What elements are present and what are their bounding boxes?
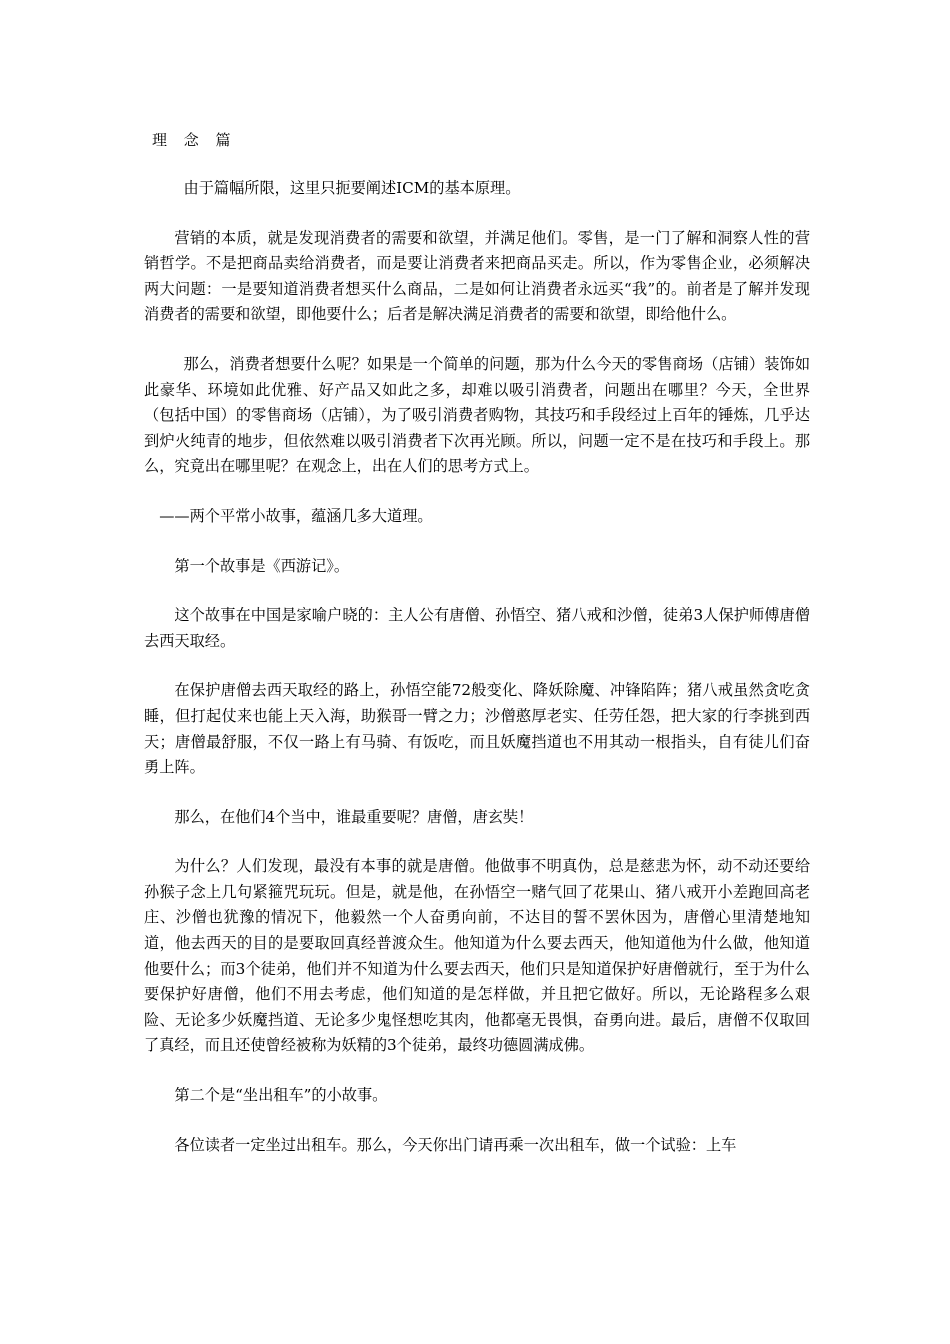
paragraph-marketing-essence: 营销的本质，就是发现消费者的需要和欲望，并满足他们。零售，是一门了解和洞察人性的营销哲学。不是把商品卖给消费者，而是要让消费者来把商品买走。所以，作为零售企业，必须解决两大问题：一是要知道消费者想买什么商品，二是如何让消费者永远买“我”的。前者是了解并发现消费者的需要和欲望，即他要什么；后者是解决满足消费者的需要和欲望，即给他什么。 — [144, 228, 810, 324]
paragraph-second-story: 第二个是“坐出租车”的小故事。 — [174, 1086, 388, 1105]
paragraph-two-stories: ——两个平常小故事，蕴涵几多大道理。 — [159, 506, 433, 525]
paragraph-most-important: 那么，在他们4个当中，谁最重要呢？唐僧，唐玄奘！ — [174, 807, 534, 826]
paragraph-intro: 由于篇幅所限，这里只扼要阐述ICM的基本原理。 — [183, 179, 521, 197]
paragraph-taxi: 各位读者一定坐过出租车。那么，今天你出门请再乘一次出租车，做一个试验：上车 — [174, 1135, 737, 1154]
paragraph-consumer-wants: 那么，消费者想要什么呢？如果是一个简单的问题，那为什么今天的零售商场（店铺）装饰如此豪华、环境如此优雅、好产品又如此之多，却难以吸引消费者，问题出在哪里？今天，全世界（包括中国）的零售商场（店铺），为了吸引消费者购物，其技巧和手段经过上百年的锤炼，几乎达到炉火纯青的地步，但依然难以吸引消费者下次再光顾。所以，问题一定不是在技巧和手段上。那么，究竟出在哪里呢？在观念上，出在人们的思考方式上。 — [144, 354, 810, 476]
document-page — [144, 128, 810, 1158]
page-title: 理 念 篇 — [152, 131, 237, 149]
paragraph-journey: 在保护唐僧去西天取经的路上，孙悟空能72般变化、降妖除魔、冲锋陷阵；猪八戒虽然贪吃贪睡，但打起仗来也能上天入海，助猴哥一臂之力；沙僧憨厚老实、任劳任怨，把大家的行李挑到西天；唐僧最舒服，不仅一路上有马骑、有饭吃，而且妖魔挡道也不用其动一根指头，自有徒儿们奋勇上阵。 — [144, 681, 810, 777]
paragraph-first-story: 第一个故事是《西游记》。 — [174, 556, 350, 575]
paragraph-story-intro: 这个故事在中国是家喻户晓的：主人公有唐僧、孙悟空、猪八戒和沙僧，徒弟3人保护师傅唐僧去西天取经。 — [144, 606, 810, 650]
paragraph-why: 为什么？人们发现，最没有本事的就是唐僧。他做事不明真伪，总是慈悲为怀，动不动还要给孙猴子念上几句紧箍咒玩玩。但是，就是他，在孙悟空一赌气回了花果山、猪八戒开小差跑回高老庄、沙僧也犹豫的情况下，他毅然一个人奋勇向前，不达目的誓不罢休因为，唐僧心里清楚地知道，他去西天的目的是要取回真经普渡众生。他知道为什么要去西天，他知道他为什么做，他知道他要什么；而3个徒弟，他们并不知道为什么要去西天，他们只是知道保护好唐僧就行，至于为什么要保护好唐僧，他们不用去考虑，他们知道的是怎样做，并且把它做好。所以，无论路程多么艰险、无论多少妖魔挡道、无论多少鬼怪想吃其肉，他都毫无畏惧，奋勇向进。最后，唐僧不仅取回了真经，而且还使曾经被称为妖精的3个徒弟，最终功德圆满成佛。 — [144, 857, 810, 1055]
